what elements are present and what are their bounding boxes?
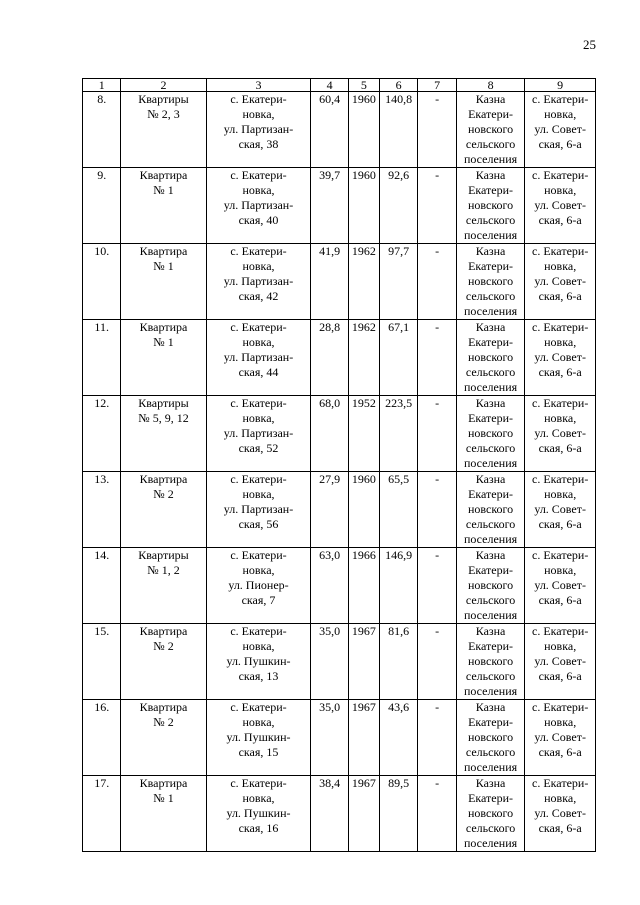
cost-value: 97,7 (379, 244, 417, 320)
owner-address: с. Екатери- новка, ул. Совет- ская, 6-а (525, 776, 596, 852)
owner-address: с. Екатери- новка, ул. Совет- ская, 6-а (525, 624, 596, 700)
owner-name: Казна Екатери- новского сельского поселения (456, 320, 525, 396)
owner-name: Казна Екатери- новского сельского поселения (456, 548, 525, 624)
row-number: 15. (83, 624, 121, 700)
area-value: 60,4 (311, 92, 348, 168)
owner-address: с. Екатери- новка, ул. Совет- ская, 6-а (525, 320, 596, 396)
year-value: 1967 (348, 700, 379, 776)
row-number: 14. (83, 548, 121, 624)
cost-value: 223,5 (379, 396, 417, 472)
row-number: 8. (83, 92, 121, 168)
table-row (83, 92, 596, 168)
table-row (83, 320, 596, 396)
table-row (83, 472, 596, 548)
owner-name: Казна Екатери- новского сельского поселения (456, 244, 525, 320)
column-header: 2 (121, 79, 206, 92)
table-row (83, 168, 596, 244)
object-name: Квартира № 1 (121, 320, 206, 396)
row-number: 9. (83, 168, 121, 244)
owner-address: с. Екатери- новка, ул. Совет- ская, 6-а (525, 700, 596, 776)
area-value: 38,4 (311, 776, 348, 852)
column-7-value: - (418, 700, 456, 776)
column-7-value: - (418, 92, 456, 168)
area-value: 27,9 (311, 472, 348, 548)
object-name: Квартира № 1 (121, 244, 206, 320)
year-value: 1967 (348, 776, 379, 852)
year-value: 1960 (348, 472, 379, 548)
year-value: 1952 (348, 396, 379, 472)
cost-value: 67,1 (379, 320, 417, 396)
table-row (83, 396, 596, 472)
owner-address: с. Екатери- новка, ул. Совет- ская, 6-а (525, 168, 596, 244)
owner-name: Казна Екатери- новского сельского поселения (456, 624, 525, 700)
owner-name: Казна Екатери- новского сельского поселения (456, 776, 525, 852)
object-name: Квартира № 2 (121, 700, 206, 776)
area-value: 28,8 (311, 320, 348, 396)
year-value: 1960 (348, 92, 379, 168)
column-header: 1 (83, 79, 121, 92)
owner-name: Казна Екатери- новского сельского поселения (456, 700, 525, 776)
column-header: 7 (418, 79, 456, 92)
area-value: 41,9 (311, 244, 348, 320)
object-name: Квартиры № 1, 2 (121, 548, 206, 624)
table-row (83, 776, 596, 852)
object-address: с. Екатери- новка, ул. Пушкин- ская, 13 (206, 624, 311, 700)
object-name: Квартира № 2 (121, 472, 206, 548)
column-7-value: - (418, 320, 456, 396)
cost-value: 146,9 (379, 548, 417, 624)
owner-name: Казна Екатери- новского сельского поселения (456, 92, 525, 168)
year-value: 1962 (348, 244, 379, 320)
column-7-value: - (418, 548, 456, 624)
column-7-value: - (418, 244, 456, 320)
column-header: 8 (456, 79, 525, 92)
year-value: 1966 (348, 548, 379, 624)
row-number: 12. (83, 396, 121, 472)
owner-name: Казна Екатери- новского сельского поселения (456, 472, 525, 548)
property-registry-table (82, 78, 596, 852)
object-address: с. Екатери- новка, ул. Партизан- ская, 52 (206, 396, 311, 472)
column-7-value: - (418, 776, 456, 852)
object-name: Квартира № 1 (121, 168, 206, 244)
column-header: 4 (311, 79, 348, 92)
column-header: 5 (348, 79, 379, 92)
column-header: 3 (206, 79, 311, 92)
owner-address: с. Екатери- новка, ул. Совет- ская, 6-а (525, 92, 596, 168)
column-7-value: - (418, 168, 456, 244)
object-address: с. Екатери- новка, ул. Пионер- ская, 7 (206, 548, 311, 624)
row-number: 10. (83, 244, 121, 320)
cost-value: 65,5 (379, 472, 417, 548)
cost-value: 140,8 (379, 92, 417, 168)
column-7-value: - (418, 396, 456, 472)
table-row (83, 244, 596, 320)
row-number: 16. (83, 700, 121, 776)
cost-value: 43,6 (379, 700, 417, 776)
area-value: 68,0 (311, 396, 348, 472)
owner-address: с. Екатери- новка, ул. Совет- ская, 6-а (525, 472, 596, 548)
column-header: 6 (379, 79, 417, 92)
cost-value: 81,6 (379, 624, 417, 700)
table-row (83, 700, 596, 776)
owner-name: Казна Екатери- новского сельского поселения (456, 168, 525, 244)
page-number: 25 (583, 37, 596, 52)
object-address: с. Екатери- новка, ул. Пушкин- ская, 16 (206, 776, 311, 852)
row-number: 13. (83, 472, 121, 548)
year-value: 1962 (348, 320, 379, 396)
object-name: Квартиры № 5, 9, 12 (121, 396, 206, 472)
year-value: 1960 (348, 168, 379, 244)
column-7-value: - (418, 472, 456, 548)
object-address: с. Екатери- новка, ул. Партизан- ская, 40 (206, 168, 311, 244)
owner-address: с. Екатери- новка, ул. Совет- ская, 6-а (525, 244, 596, 320)
column-number-row (83, 79, 596, 92)
area-value: 35,0 (311, 624, 348, 700)
year-value: 1967 (348, 624, 379, 700)
object-name: Квартира № 2 (121, 624, 206, 700)
area-value: 35,0 (311, 700, 348, 776)
column-7-value: - (418, 624, 456, 700)
object-address: с. Екатери- новка, ул. Партизан- ская, 44 (206, 320, 311, 396)
object-address: с. Екатери- новка, ул. Партизан- ская, 56 (206, 472, 311, 548)
row-number: 11. (83, 320, 121, 396)
object-address: с. Екатери- новка, ул. Пушкин- ская, 15 (206, 700, 311, 776)
object-address: с. Екатери- новка, ул. Партизан- ская, 42 (206, 244, 311, 320)
cost-value: 92,6 (379, 168, 417, 244)
owner-name: Казна Екатери- новского сельского поселения (456, 396, 525, 472)
table-row (83, 548, 596, 624)
object-address: с. Екатери- новка, ул. Партизан- ская, 38 (206, 92, 311, 168)
owner-address: с. Екатери- новка, ул. Совет- ская, 6-а (525, 548, 596, 624)
area-value: 63,0 (311, 548, 348, 624)
table-row (83, 624, 596, 700)
cost-value: 89,5 (379, 776, 417, 852)
column-header: 9 (525, 79, 596, 92)
row-number: 17. (83, 776, 121, 852)
area-value: 39,7 (311, 168, 348, 244)
object-name: Квартиры № 2, 3 (121, 92, 206, 168)
object-name: Квартира № 1 (121, 776, 206, 852)
owner-address: с. Екатери- новка, ул. Совет- ская, 6-а (525, 396, 596, 472)
